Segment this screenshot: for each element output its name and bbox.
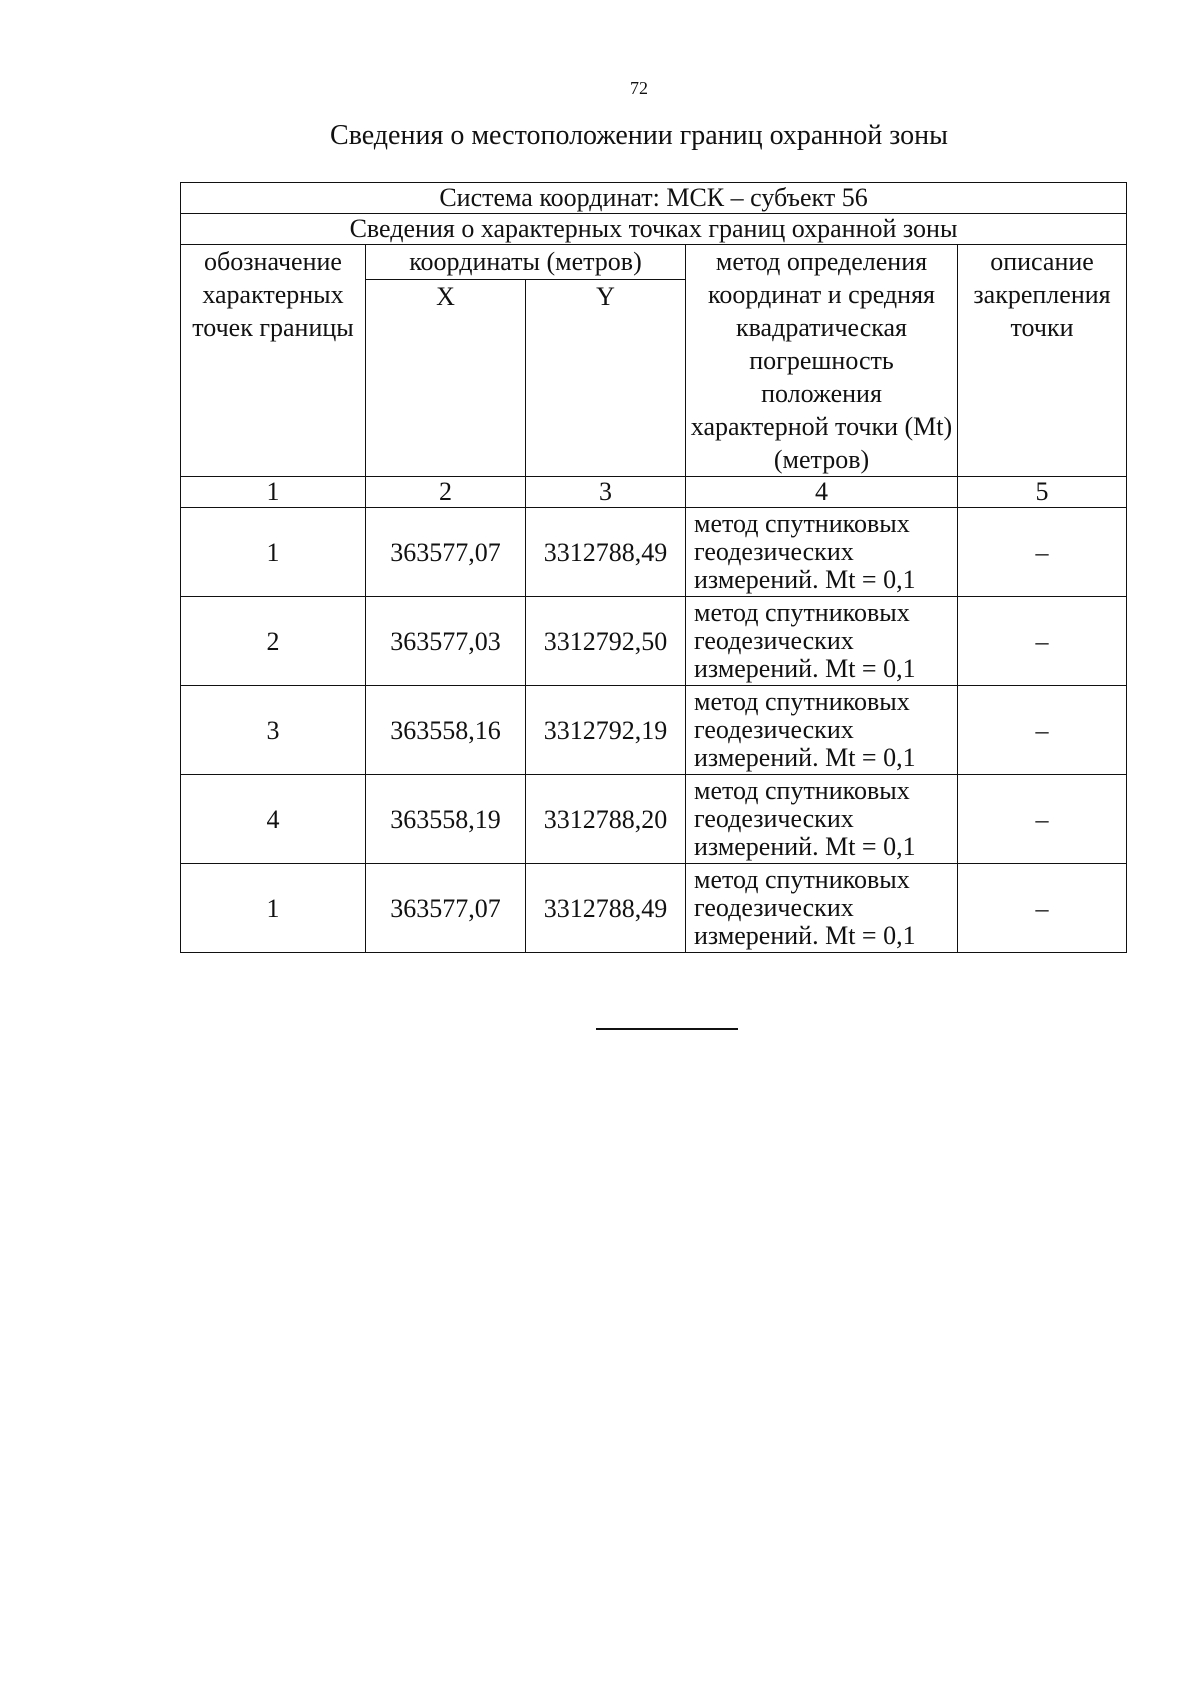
description-cell: –	[958, 864, 1127, 953]
points-header-cell: Сведения о характерных точках границ охранной зоны	[181, 214, 1127, 245]
document-title: Сведения о местоположении границ охранной зоны	[330, 120, 948, 151]
column-header-row	[181, 245, 1127, 280]
table-row	[181, 775, 1127, 864]
point-cell: 1	[181, 508, 366, 597]
x-cell: 363558,16	[366, 686, 526, 775]
header-x: X	[366, 280, 526, 477]
point-cell: 4	[181, 775, 366, 864]
x-cell: 363577,07	[366, 864, 526, 953]
header-description: описание закрепления точки	[958, 245, 1127, 477]
column-numbers-row	[181, 477, 1127, 508]
point-cell: 3	[181, 686, 366, 775]
column-number: 1	[181, 477, 366, 508]
table-row	[181, 864, 1127, 953]
table-row	[181, 508, 1127, 597]
description-cell: –	[958, 686, 1127, 775]
x-cell: 363558,19	[366, 775, 526, 864]
description-cell: –	[958, 508, 1127, 597]
x-cell: 363577,07	[366, 508, 526, 597]
description-cell: –	[958, 597, 1127, 686]
point-cell: 2	[181, 597, 366, 686]
method-cell: метод спутниковых геодезических измерений. Mt = 0,1	[686, 508, 958, 597]
header-method: метод определения координат и средняя квадратическая погрешность положения характерной точки (Mt) (метров)	[686, 245, 958, 477]
column-number: 2	[366, 477, 526, 508]
point-cell: 1	[181, 864, 366, 953]
column-number: 3	[526, 477, 686, 508]
page-number: 72	[630, 78, 648, 98]
y-cell: 3312788,49	[526, 508, 686, 597]
y-cell: 3312792,19	[526, 686, 686, 775]
table-row	[181, 597, 1127, 686]
coordinate-system-row	[181, 183, 1127, 214]
x-cell: 363577,03	[366, 597, 526, 686]
header-coordinates: координаты (метров)	[366, 245, 686, 280]
description-cell: –	[958, 775, 1127, 864]
method-cell: метод спутниковых геодезических измерений. Mt = 0,1	[686, 597, 958, 686]
method-cell: метод спутниковых геодезических измерений. Mt = 0,1	[686, 775, 958, 864]
points-header-row	[181, 214, 1127, 245]
header-y: Y	[526, 280, 686, 477]
end-separator-line	[596, 1028, 738, 1030]
header-designation: обозначение характерных точек границы	[181, 245, 366, 477]
method-cell: метод спутниковых геодезических измерений. Mt = 0,1	[686, 686, 958, 775]
table-row	[181, 686, 1127, 775]
y-cell: 3312788,49	[526, 864, 686, 953]
y-cell: 3312788,20	[526, 775, 686, 864]
column-number: 5	[958, 477, 1127, 508]
coordinate-system-cell: Система координат: МСК – субъект 56	[181, 183, 1127, 214]
y-cell: 3312792,50	[526, 597, 686, 686]
column-number: 4	[686, 477, 958, 508]
method-cell: метод спутниковых геодезических измерений. Mt = 0,1	[686, 864, 958, 953]
boundary-points-table	[180, 182, 1127, 953]
